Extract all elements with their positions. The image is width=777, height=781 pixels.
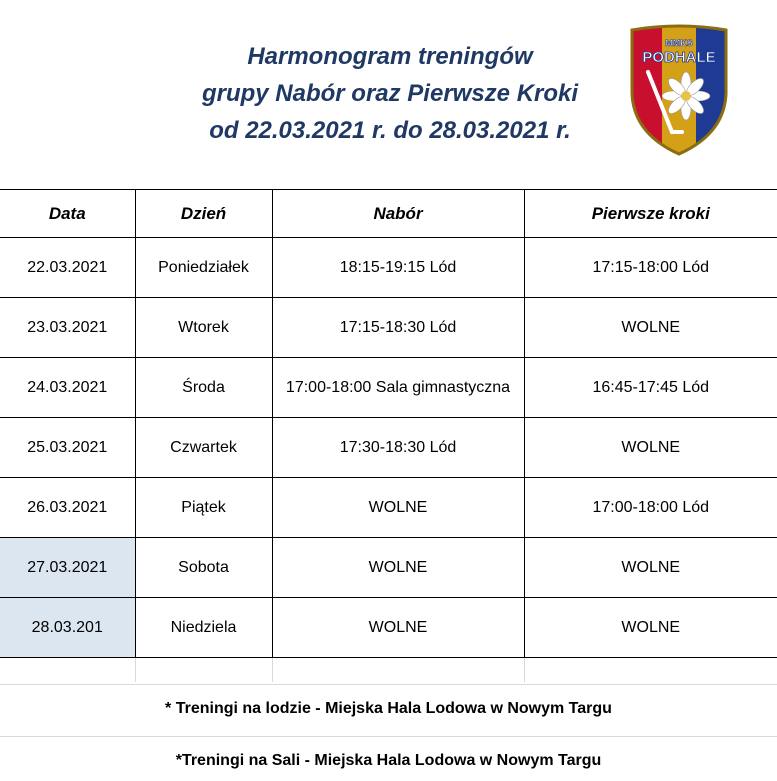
empty-cell <box>135 658 272 683</box>
cell-pierwsze-kroki: WOLNE <box>524 298 777 358</box>
cell-nabor: WOLNE <box>272 598 524 658</box>
club-logo <box>626 24 732 158</box>
cell-nabor: 17:30-18:30 Lód <box>272 418 524 478</box>
cell-date: 24.03.2021 <box>0 358 135 418</box>
cell-pierwsze-kroki: 16:45-17:45 Lód <box>524 358 777 418</box>
page-title <box>160 38 620 149</box>
cell-date: 25.03.2021 <box>0 418 135 478</box>
table-row <box>0 238 777 298</box>
cell-day: Środa <box>135 358 272 418</box>
cell-nabor: 17:15-18:30 Lód <box>272 298 524 358</box>
cell-day: Czwartek <box>135 418 272 478</box>
header-pierwsze-kroki: Pierwsze kroki <box>524 190 777 238</box>
divider <box>0 684 777 685</box>
note-hall-training: *Treningi na Sali - Miejska Hala Lodowa w Nowym Targu <box>175 752 602 769</box>
title-line-3: od 22.03.2021 r. do 28.03.2021 r. <box>209 117 571 144</box>
cell-day: Wtorek <box>135 298 272 358</box>
table-row <box>0 478 777 538</box>
cell-date: 23.03.2021 <box>0 298 135 358</box>
cell-pierwsze-kroki: 17:00-18:00 Lód <box>524 478 777 538</box>
cell-day: Poniedziałek <box>135 238 272 298</box>
table-row <box>0 298 777 358</box>
cell-nabor: 17:00-18:00 Sala gimnastyczna <box>272 358 524 418</box>
svg-text:PODHALE: PODHALE <box>642 49 716 66</box>
empty-cell <box>0 658 135 683</box>
cell-pierwsze-kroki: WOLNE <box>524 598 777 658</box>
cell-nabor: WOLNE <box>272 538 524 598</box>
cell-date: 26.03.2021 <box>0 478 135 538</box>
title-line-1: Harmonogram treningów <box>247 43 533 70</box>
title-line-2: grupy Nabór oraz Pierwsze Kroki <box>201 80 579 107</box>
table-row <box>0 358 777 418</box>
empty-cell <box>524 658 777 683</box>
cell-day: Niedziela <box>135 598 272 658</box>
divider <box>0 736 777 737</box>
cell-date: 22.03.2021 <box>0 238 135 298</box>
cell-nabor: WOLNE <box>272 478 524 538</box>
table-header-row <box>0 190 777 238</box>
header-date: Data <box>0 190 135 238</box>
table-row <box>0 598 777 658</box>
cell-pierwsze-kroki: WOLNE <box>524 418 777 478</box>
cell-day: Piątek <box>135 478 272 538</box>
schedule-table <box>0 189 777 682</box>
cell-nabor: 18:15-19:15 Lód <box>272 238 524 298</box>
empty-cell <box>272 658 524 683</box>
header-nabor: Nabór <box>272 190 524 238</box>
cell-pierwsze-kroki: WOLNE <box>524 538 777 598</box>
table-row <box>0 418 777 478</box>
table-row <box>0 538 777 598</box>
header-day: Dzień <box>135 190 272 238</box>
empty-row <box>0 658 777 683</box>
note-ice-training: * Treningi na lodzie - Miejska Hala Lodowa w Nowym Targu <box>165 700 612 717</box>
cell-date: 28.03.201 <box>0 598 135 658</box>
cell-pierwsze-kroki: 17:15-18:00 Lód <box>524 238 777 298</box>
cell-day: Sobota <box>135 538 272 598</box>
cell-date: 27.03.2021 <box>0 538 135 598</box>
svg-text:MMKS: MMKS <box>665 38 693 48</box>
